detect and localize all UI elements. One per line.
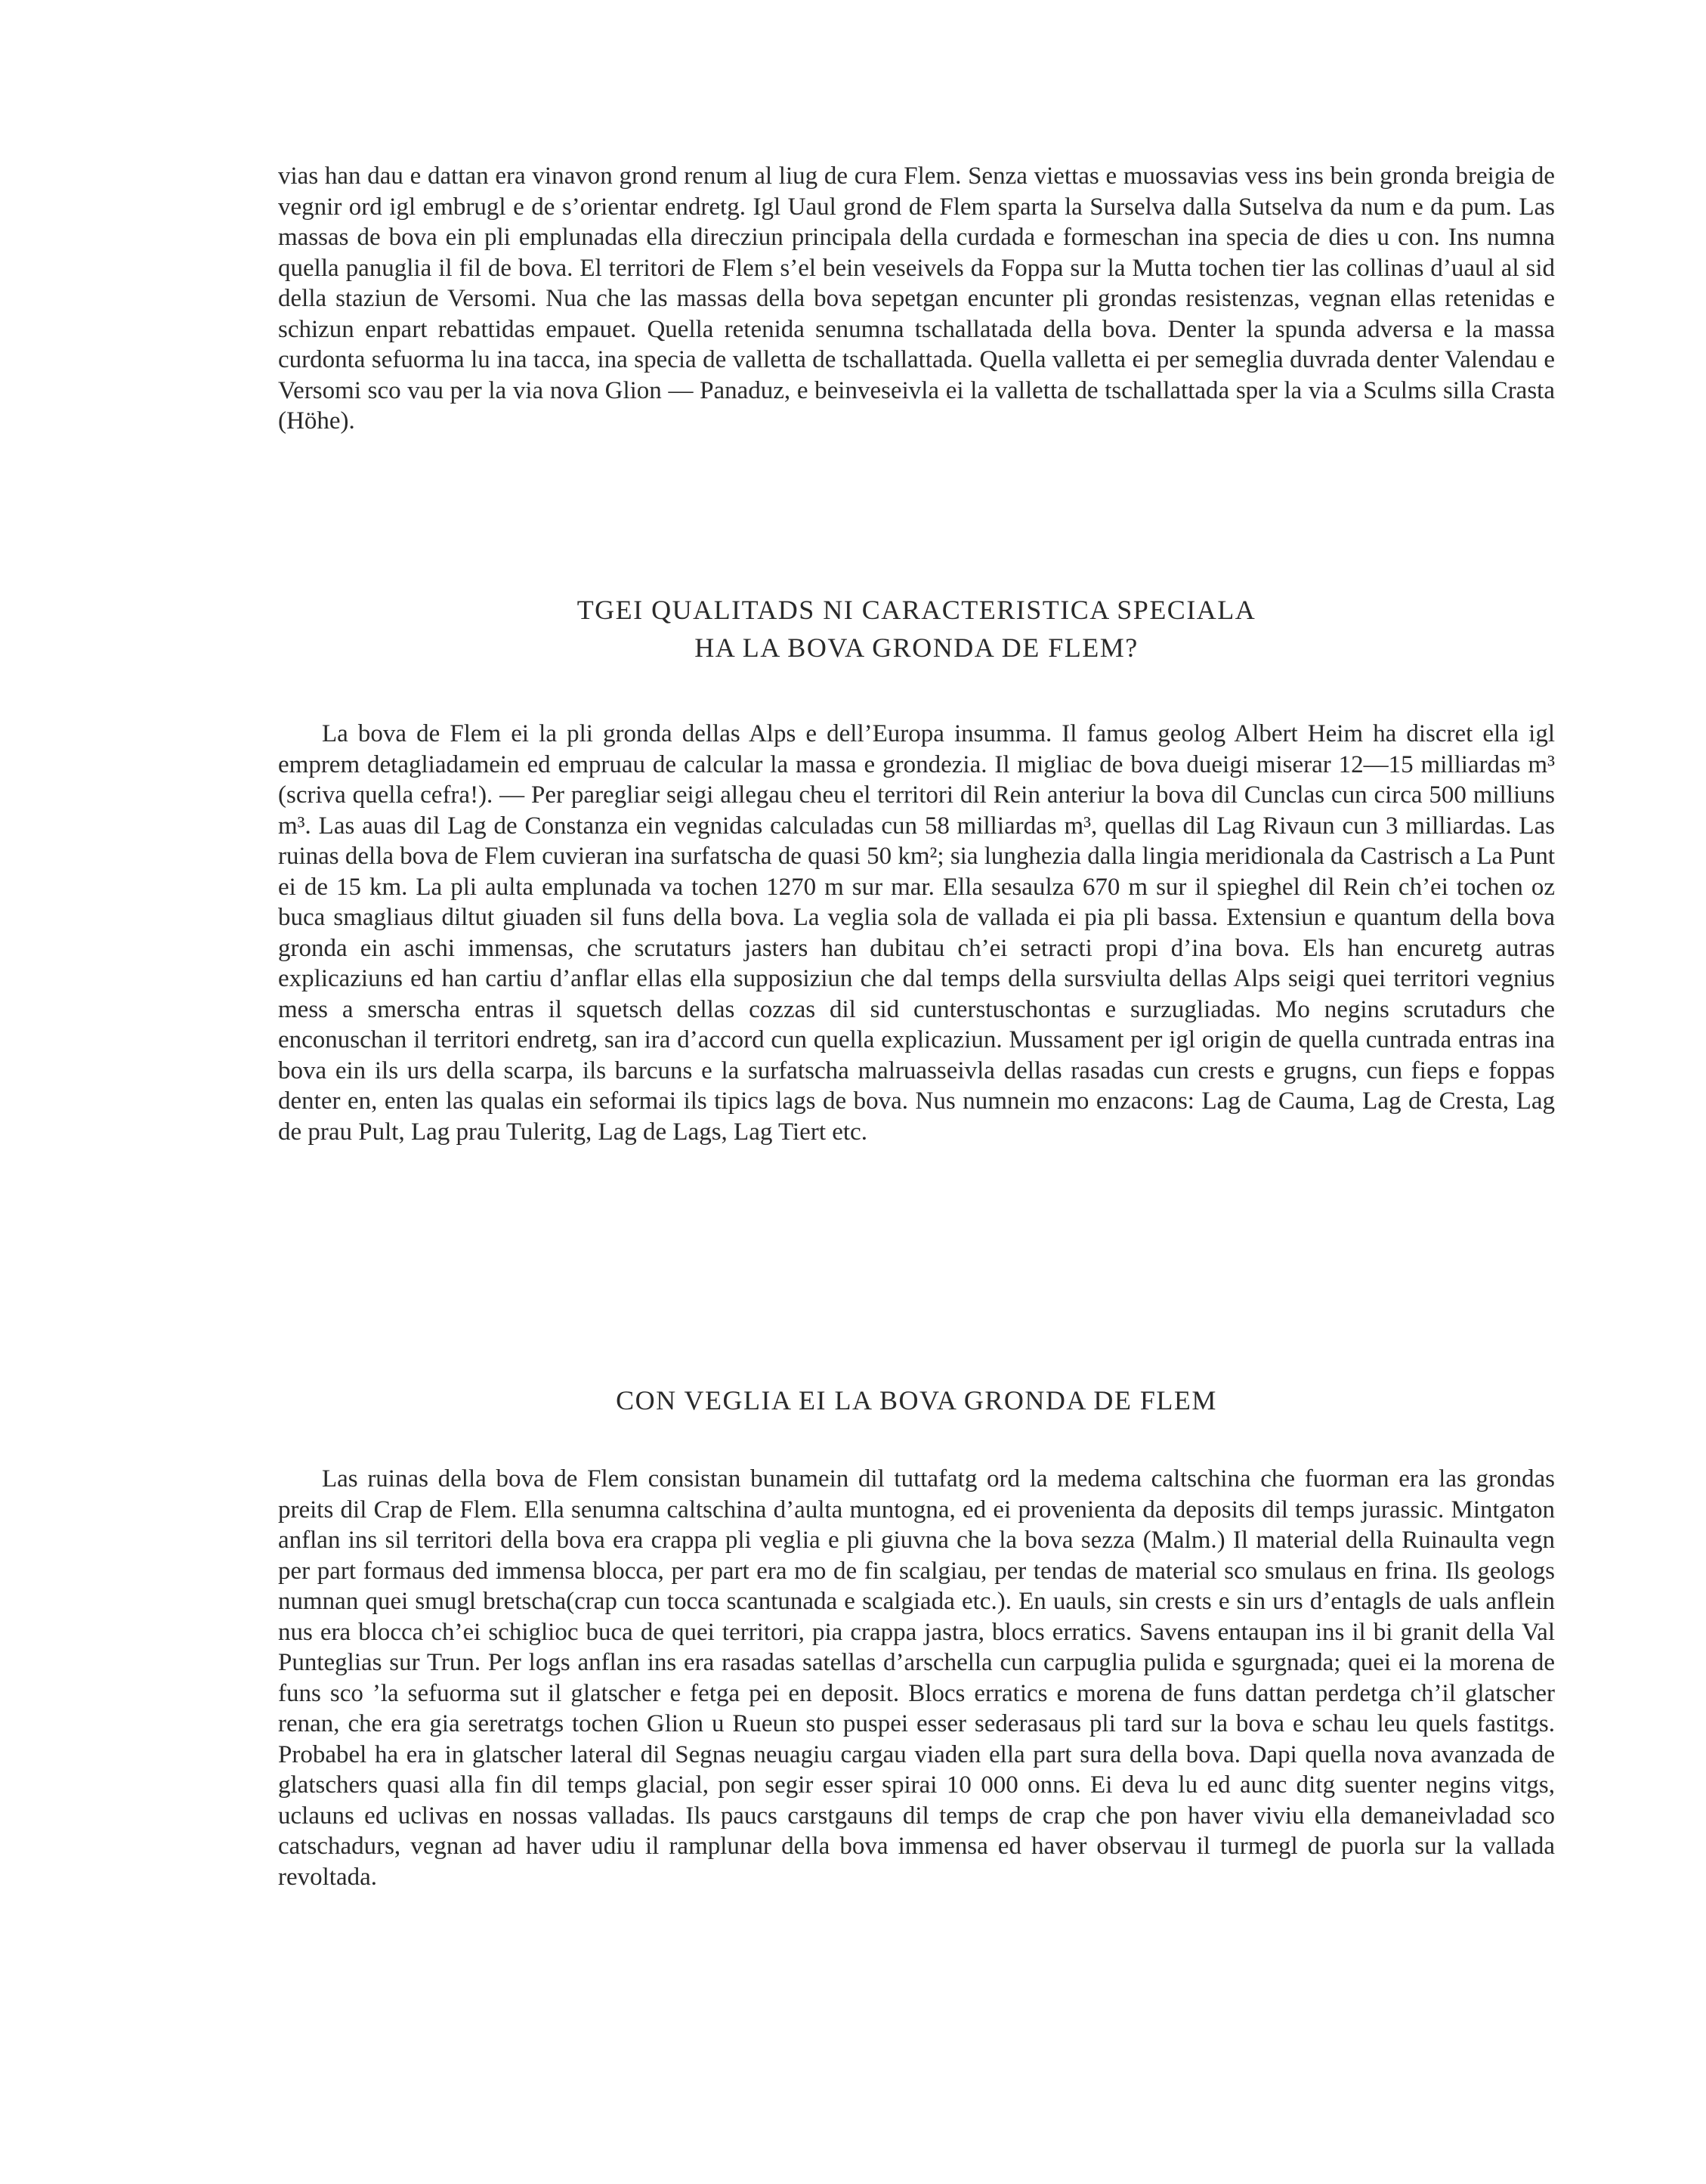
section-heading-line: TGEI QUALITADS NI CARACTERISTICA SPECIALA bbox=[576, 595, 1256, 625]
section-heading-qualitads bbox=[278, 591, 1555, 667]
section-heading-con-veglia: CON VEGLIA EI LA BOVA GRONDA DE FLEM bbox=[616, 1385, 1217, 1415]
section-heading-line: HA LA BOVA GRONDA DE FLEM? bbox=[694, 633, 1139, 663]
section-paragraph-qualitads: La bova de Flem ei la pli gronda dellas Alps e dell’Europa insumma. Il famus geolog Albert Heim ha discret ella igl emprem detagliadamein ed empruau de calcular la massa e grondezia. Il migliac de bova dueigi miserar 12—15 milliardas m³ (scriva quella cefra!). — Per paregliar seigi allegau cheu el territori dil Rein anteriur la bova dil Cunclas cun circa 500 milliuns m³. Las auas dil Lag de Constanza ein vegnidas calculadas cun 58 milliardas m³, quellas dil Lag Rivaun cun 3 milliardas. Las ruinas della bova de Flem cuvieran ina surfatscha de quasi 50 km²; sia lunghezia dalla lingia meridionala da Castrisch a La Punt ei de 15 km. La pli aulta emplunada va tochen 1270 m sur mar. Ella sesaulza 670 m sur il spieghel dil Rein ch’ei tochen oz buca smagliaus diltut giuaden sil funs della bova. La veglia sola de vallada ei pia pli bassa. Extensiun e quantum della bova gronda ein aschi immensas, che scrutaturs jasters han dubitau ch’ei setracti propi d’ina bova. Els han encuretg autras explicaziuns ed han cartiu d’anflar ellas ella supposiziun che dal temps della sursviulta dellas Alps seigi quei territori vegnius mess a smerscha entras il squetsch dellas cozzas dil sid cunterstuschontas e surzugliadas. Mo negins scrutadurs che enconuschan il territori endretg, san ira d’accord cun quella explicaziun. Mussament per igl origin de quella cuntrada entras ina bova ein ils urs della scarpa, ils barcuns e la surfatscha malruasseivla dellas rasadas cun crests e grugns, cun fieps e foppas denter en, enten las qualas ein seformai ils tipics lags de bova. Nus numnein mo enzacons: Lag de Cauma, Lag de Cresta, Lag de prau Pult, Lag prau Tuleritg, Lag de Lags, Lag Tiert etc. bbox=[278, 720, 1555, 1146]
section-paragraph-con-veglia: Las ruinas della bova de Flem consistan bunamein dil tuttafatg ord la medema caltschina che fuorman era las grondas preits dil Crap de Flem. Ella senumna caltschina d’aulta muntogna, ed ei provenienta da deposits dil temps jurassic. Mintgaton anflan ins sil territori della bova era crappa pli veglia e pli giuvna che la bova sezza (Malm.) Il material della Ruinaulta vegn per part formaus ded immensa blocca, per part era mo de fin scalgiau, per tendas de material sco smulaus en frina. Ils geologs numnan quei smugl bretscha(crap cun tocca scantunada e scalgiada etc.). En uauls, sin crests e sin urs d’entagls de uals anflein nus era blocca ch’ei schiglioc buca de quei territori, pia crappa jastra, blocs erratics. Savens entaupan ins il bi granit della Val Punteglias sur Trun. Per logs anflan ins era rasadas satellas d’arschella cun carpuglia pulida e sgurgnada; quei ei la morena de funs sco ’la sefuorma sut il glatscher e fetga pei en deposit. Blocs erratics e morena de funs dattan perdetga ch’il glatscher renan, che era gia seretratgs tochen Glion u Rueun sto puspei esser sederasaus pli tard sur la bova e schau leu quels fastitgs. Probabel ha era in glatscher lateral dil Segnas neuagiu cargau viaden ella part sura della bova. Dapi quella nova avanzada de glatschers quasi alla fin dil temps glacial, pon segir esser spirai 10 000 onns. Ei deva lu ed aunc ditg suenter negins vitgs, uclauns ed uclivas en nossas valladas. Ils paucs carstgauns dil temps de crap che pon haver viviu ella demaneivladad sco catschadurs, vegnan ad haver udiu il ramplunar della bova immensa ed haver observau il turmegl de puorla sur la vallada revoltada. bbox=[278, 1465, 1555, 1891]
intro-paragraph: vias han dau e dattan era vinavon grond renum al liug de cura Flem. Senza viettas e muossavias vess ins bein gronda breigia de vegnir ord igl embrugl e de s’orientar endretg. Igl Uaul grond de Flem sparta la Surselva dalla Sutselva da num e da pum. Las massas de bova ein pli emplunadas ella direcziun principala della curdada e formeschan ina specia de dies u con. Ins numna quella panuglia il fil de bova. El territori de Flem s’el bein veseivels da Foppa sur la Mutta tochen tier las collinas d’uaul al sid della staziun de Versomi. Nua che las massas della bova sepetgan encunter pli grondas resistenzas, vegnan ellas retenidas e schizun enpart rebattidas empauet. Quella retenida senumna tschallatada della bova. Denter la spunda adversa e la massa curdonta sefuorma lu ina tacca, ina specia de valletta de tschallattada. Quella valletta ei per semeglia duvrada denter Valendau e Versomi sco vau per la via nova Glion — Panaduz, e beinveseivla ei la valletta de tschallattada sper la via a Sculms silla Crasta (Höhe). bbox=[278, 162, 1555, 435]
